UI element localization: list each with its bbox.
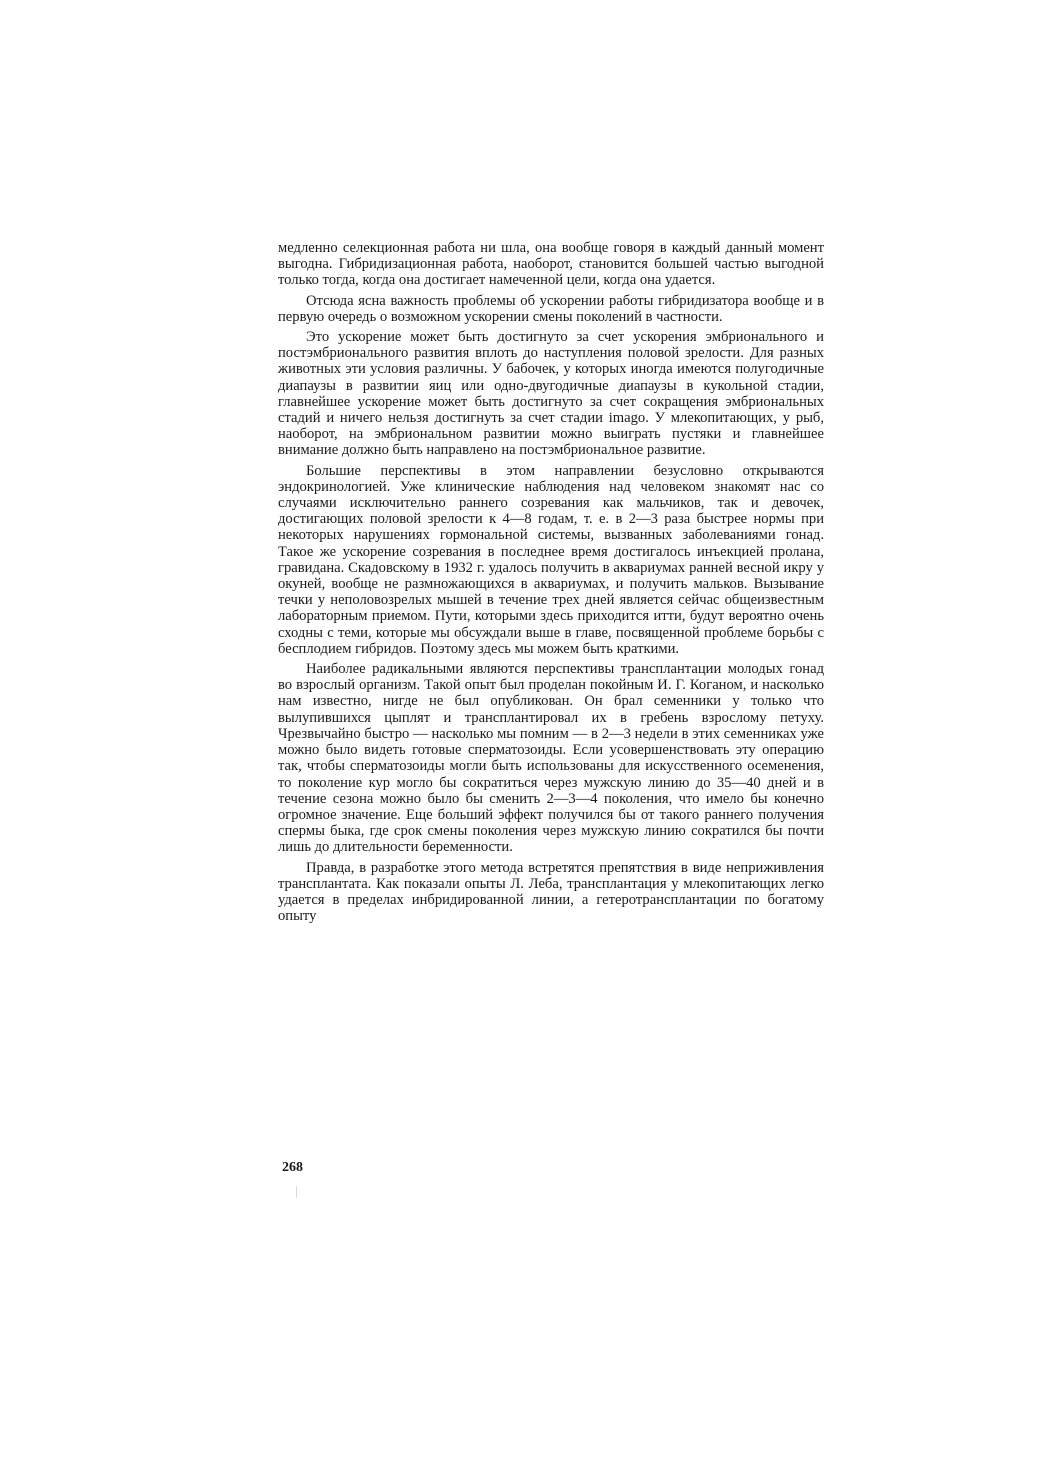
page-number: 268 xyxy=(282,1160,303,1175)
scan-mark xyxy=(296,1186,297,1198)
paragraph: Наиболее радикальными являются перспективы трансплантации молодых гонад во взрослый организм. Такой опыт был проделан покойным И. Г. Коганом, и насколько нам известно, нигде не был опубликован. Он брал семенники у только что вылупившихся цыплят и трансплантировал их в гребень взрослому петуху. Чрезвычайно быстро — насколько мы помним — в 2—3 недели в этих семенниках уже можно было видеть готовые сперматозоиды. Если усовершенствовать эту операцию так, чтобы сперматозоиды могли быть использованы для искусственного осеменения, то поколение кур могло бы сократиться через мужскую линию до 35—40 дней и в течение сезона можно было бы сменить 2—3—4 поколения, что имело бы конечно огромное значение. Еще больший эффект получился бы от такого раннего получения спермы быка, где срок смены поколения через мужскую линию сократился бы почти лишь до длительности беременности. xyxy=(278,661,824,856)
paragraph: Это ускорение может быть достигнуто за счет ускорения эмбрионального и постэмбрионального развития вплоть до наступления половой зрелости. Для разных животных эти условия различны. У бабочек, у которых иногда имеются полугодичные диапаузы в развитии яиц или одно-двугодичные диапаузы в кукольной стадии, главнейшее ускорение может быть достигнуто за счет сокращения эмбриональных стадий и ничего нельзя достигнуть за счет стадии imago. У млекопитающих, у рыб, наоборот, на эмбриональном развитии можно выиграть пустяки и главнейшее внимание должно быть направлено на постэмбриональное развитие. xyxy=(278,329,824,459)
body-text xyxy=(278,240,824,928)
paragraph: Отсюда ясна важность проблемы об ускорении работы гибридизатора вообще и в первую очередь о возможном ускорении смены поколений в частности. xyxy=(278,292,824,325)
paragraph: Большие перспективы в этом направлении безусловно открываются эндокринологией. Уже клинические наблюдения над человеком знакомят нас со случаями исключительно раннего созревания как мальчиков, так и девочек, достигающих половой зрелости к 4—8 годам, т. е. в 2—3 раза быстрее нормы при некоторых нарушениях гормональной системы, вызванных заболеваниями гонад. Такое же ускорение созревания в последнее время достигалось инъекцией пролана, гравидана. Скадовскому в 1932 г. удалось получить в аквариумах ранней весной икру у окуней, вообще не размножающихся в аквариумах, и получить мальков. Вызывание течки у неполовозрелых мышей в течение трех дней является сейчас общеизвестным лабораторным приемом. Пути, которыми здесь приходится итти, будут вероятно очень сходны с теми, которые мы обсуждали выше в главе, посвященной проблеме борьбы с бесплодием гибридов. Поэтому здесь мы можем быть краткими. xyxy=(278,462,824,657)
paragraph-continued: медленно селекционная работа ни шла, она вообще говоря в каждый данный момент выгодна. Гибридизационная работа, наоборот, становится большей частью выгодной только тогда, когда она достигает намеченной цели, когда она удается. xyxy=(278,240,824,289)
paragraph: Правда, в разработке этого метода встретятся препятствия в виде неприживления трансплантата. Как показали опыты Л. Леба, трансплантация у млекопитающих легко удается в пределах инбридированной линии, а гетеротрансплантации по богатому опыту xyxy=(278,859,824,925)
